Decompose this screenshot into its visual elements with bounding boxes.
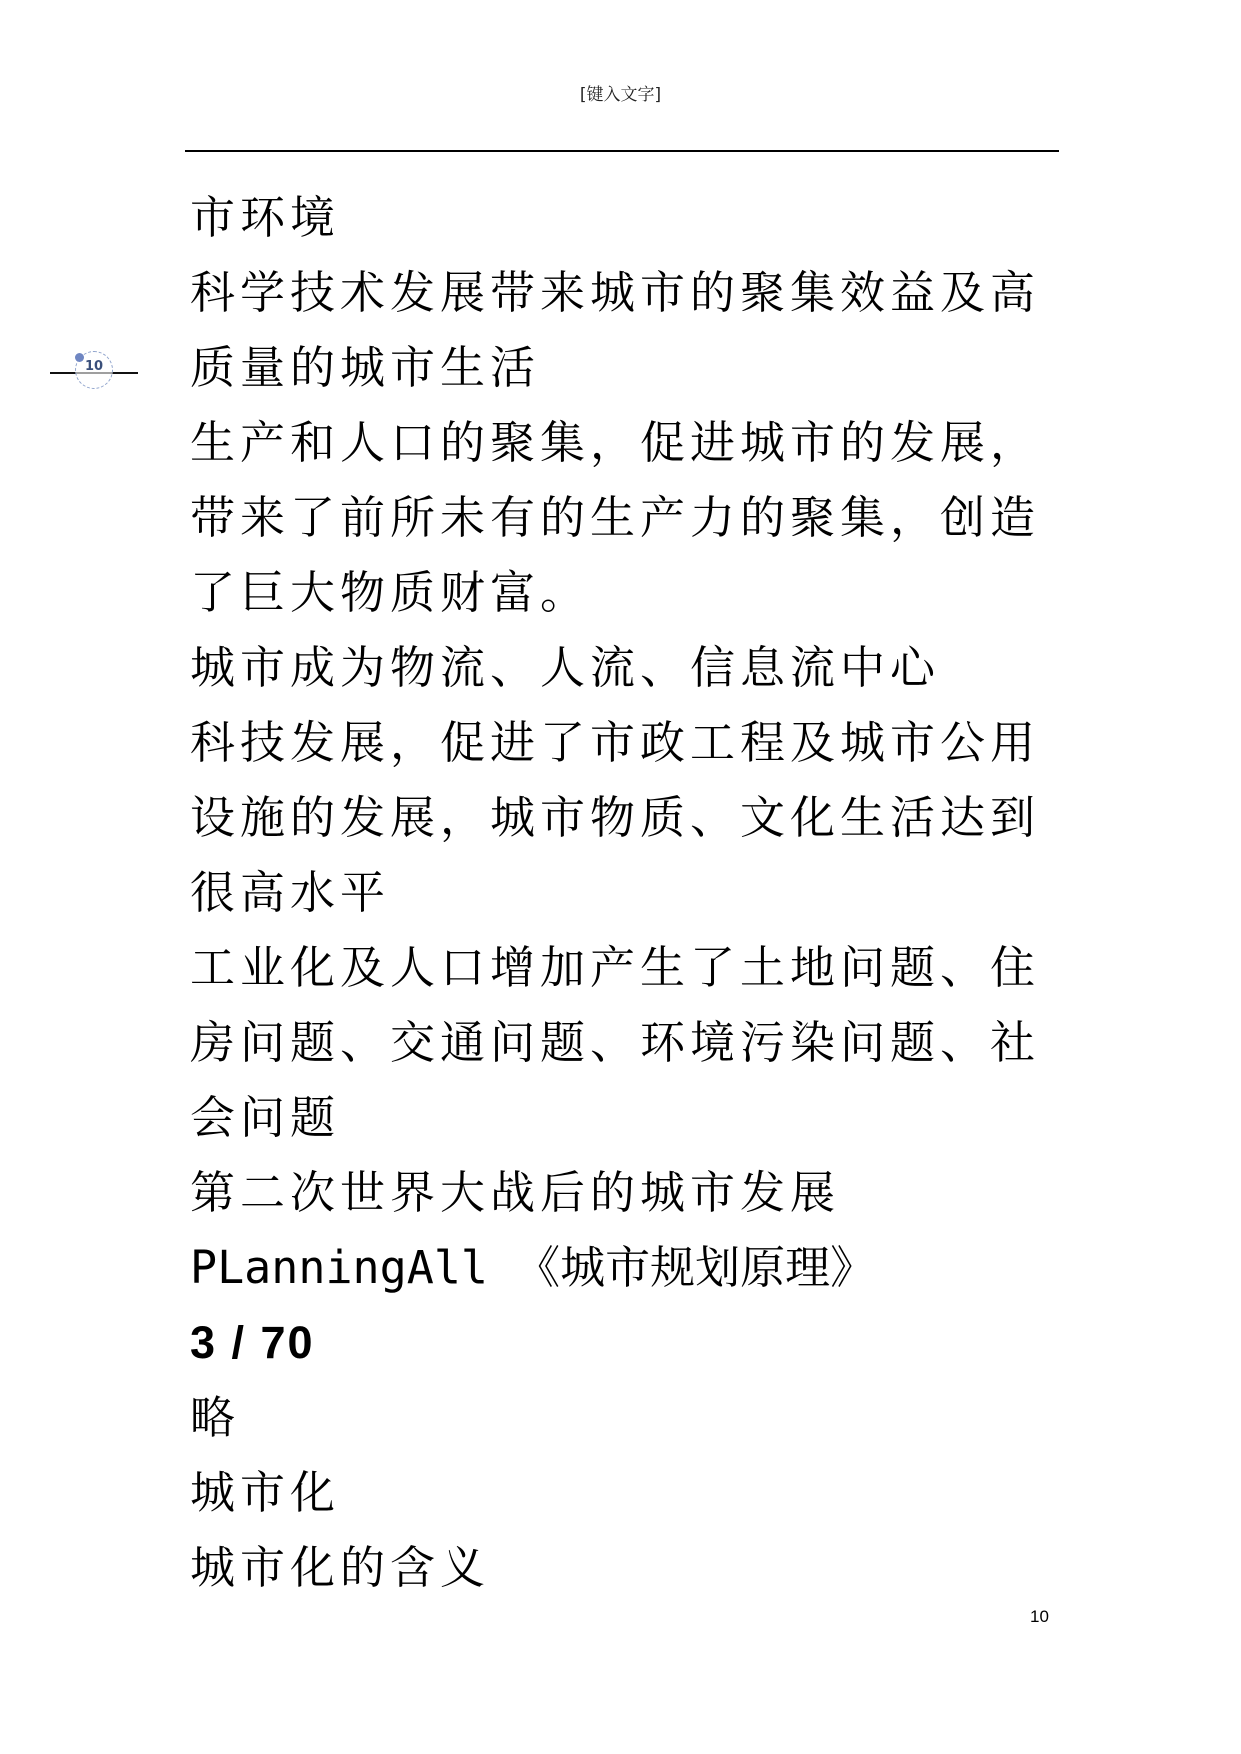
body-line: 很高水平 [190, 866, 391, 919]
body-line: 会问题 [190, 1091, 341, 1144]
body-line: 了巨大物质财富。 [190, 566, 591, 619]
body-line: 城市化 [190, 1466, 341, 1519]
body-line: 工业化及人口增加产生了土地问题、住 [190, 941, 1041, 994]
body-line: 设施的发展，城市物质、文化生活达到 [190, 791, 1041, 844]
body-line: 带来了前所未有的生产力的聚集，创造 [190, 491, 1041, 544]
body-line: 科学技术发展带来城市的聚集效益及高 [190, 266, 1041, 319]
body-line: 科技发展，促进了市政工程及城市公用 [190, 716, 1041, 769]
header-rule [185, 150, 1059, 152]
marker-number: 10 [84, 359, 104, 374]
body-line: 城市化的含义 [190, 1541, 491, 1594]
header-placeholder-text: [键入文字] [579, 85, 662, 105]
body-line: 生产和人口的聚集，促进城市的发展， [190, 416, 1041, 469]
body-line-planning-title: PLanningAll 《城市规划原理》 [190, 1241, 876, 1294]
body-line: 第二次世界大战后的城市发展 [190, 1166, 841, 1219]
body-line: 质量的城市生活 [190, 341, 541, 394]
body-line: 市环境 [190, 191, 341, 244]
body-content [190, 180, 1070, 1605]
body-line: 略 [190, 1391, 241, 1444]
body-line: 房问题、交通问题、环境污染问题、社 [190, 1016, 1041, 1069]
body-line: 城市成为物流、人流、信息流中心 [190, 641, 941, 694]
margin-page-marker [50, 347, 140, 387]
footer-page-number: 10 [1030, 1607, 1049, 1626]
body-line-page-count: 3 / 70 [190, 1317, 315, 1368]
